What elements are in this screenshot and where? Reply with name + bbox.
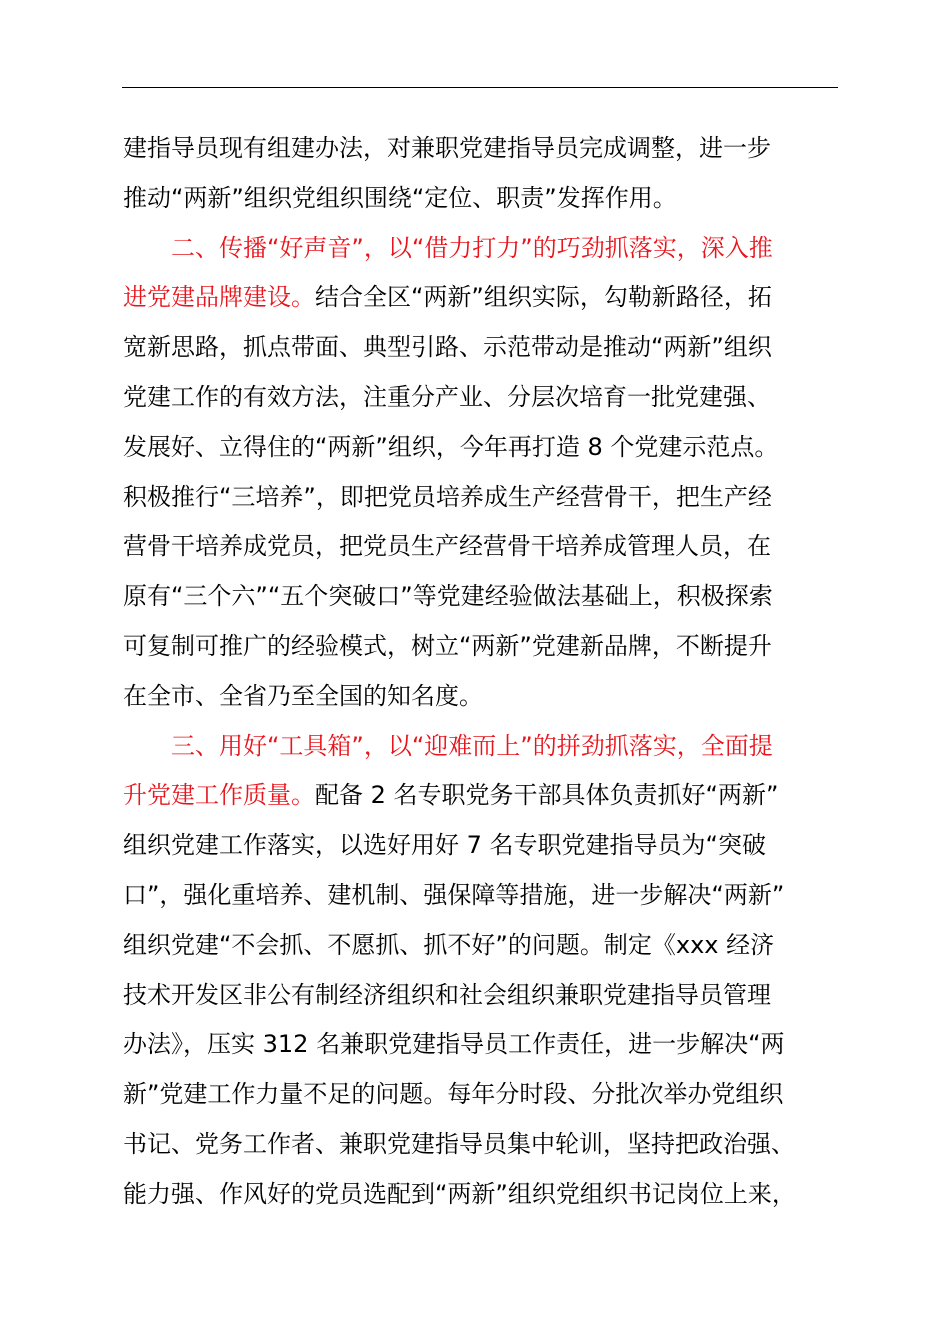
text-segment: 在全市、全省乃至全国的知名度。 (123, 681, 483, 710)
section-heading-line (123, 224, 839, 274)
text-segment: 建指导员现有组建办法，对兼职党建指导员完成调整，进一步 (123, 134, 771, 162)
text-segment: 能力强、作风好的党员选配到“两新”组织党组织书记岗位上来， (123, 1179, 796, 1208)
section-heading: 三、用好“工具箱”，以“迎难而上”的拼劲抓落实，全面提 (171, 731, 773, 760)
text-segment: 原有“三个六”“五个突破口”等党建经验做法基础上，积极探索 (123, 582, 773, 611)
section-heading-line (123, 722, 839, 772)
paragraph-line (123, 771, 839, 821)
paragraph-line (123, 622, 839, 672)
text-segment: 党建工作的有效方法，注重分产业、分层次培育一批党建强、 (123, 382, 771, 411)
paragraph-line (123, 473, 839, 523)
paragraph-line (123, 423, 839, 473)
header-rule (122, 87, 838, 88)
text-segment: 技术开发区非公有制经济组织和社会组织兼职党建指导员管理 (123, 980, 771, 1009)
paragraph-line (123, 572, 839, 622)
section-heading: 二、传播“好声音”，以“借力打力”的巧劲抓落实，深入推 (171, 233, 773, 262)
text-segment: 新”党建工作力量不足的问题。每年分时段、分批次举办党组织 (123, 1080, 784, 1109)
text-segment: 办法》，压实 312 名兼职党建指导员工作责任，进一步解决“两 (123, 1030, 785, 1059)
paragraph-line (123, 1170, 839, 1220)
paragraph-line (123, 971, 839, 1021)
paragraph-line (123, 323, 839, 373)
paragraph-line (123, 672, 839, 722)
paragraph-line (123, 1120, 839, 1170)
text-segment: 配备 2 名专职党务干部具体负责抓好“两新” (315, 781, 779, 810)
document-body (123, 124, 839, 1220)
paragraph-line (123, 1070, 839, 1120)
text-segment: 口”，强化重培养、建机制、强保障等措施，进一步解决“两新” (123, 880, 785, 909)
section-heading: 升党建工作质量。 (123, 781, 315, 810)
paragraph-line (123, 174, 839, 224)
text-segment: 可复制可推广的经验模式，树立“两新”党建新品牌，不断提升 (123, 631, 772, 660)
text-segment: 组织党建工作落实，以选好用好 7 名专职党建指导员为“突破 (123, 831, 766, 860)
paragraph-line (123, 871, 839, 921)
text-segment: 积极推行“三培养”，即把党员培养成生产经营骨干，把生产经 (123, 482, 772, 511)
text-segment: 推动“两新”组织党组织围绕“定位、职责”发挥作用。 (123, 183, 677, 212)
text-segment: 结合全区“两新”组织实际，勾勒新路径，拓 (315, 283, 772, 312)
paragraph-line (123, 1020, 839, 1070)
paragraph-line (123, 273, 839, 323)
text-segment: 发展好、立得住的“两新”组织，今年再打造 8 个党建示范点。 (123, 432, 779, 461)
text-segment: 组织党建“不会抓、不愿抓、抓不好”的问题。制定《xxx 经济 (123, 930, 775, 959)
paragraph-line (123, 522, 839, 572)
paragraph-line (123, 921, 839, 971)
text-segment: 书记、党务工作者、兼职党建指导员集中轮训，坚持把政治强、 (123, 1129, 795, 1158)
paragraph-line (123, 124, 839, 174)
section-heading: 进党建品牌建设。 (123, 283, 315, 312)
paragraph-line (123, 373, 839, 423)
paragraph-line (123, 821, 839, 871)
text-segment: 宽新思路，抓点带面、典型引路、示范带动是推动“两新”组织 (123, 333, 772, 362)
text-segment: 营骨干培养成党员，把党员生产经营骨干培养成管理人员，在 (123, 532, 771, 561)
